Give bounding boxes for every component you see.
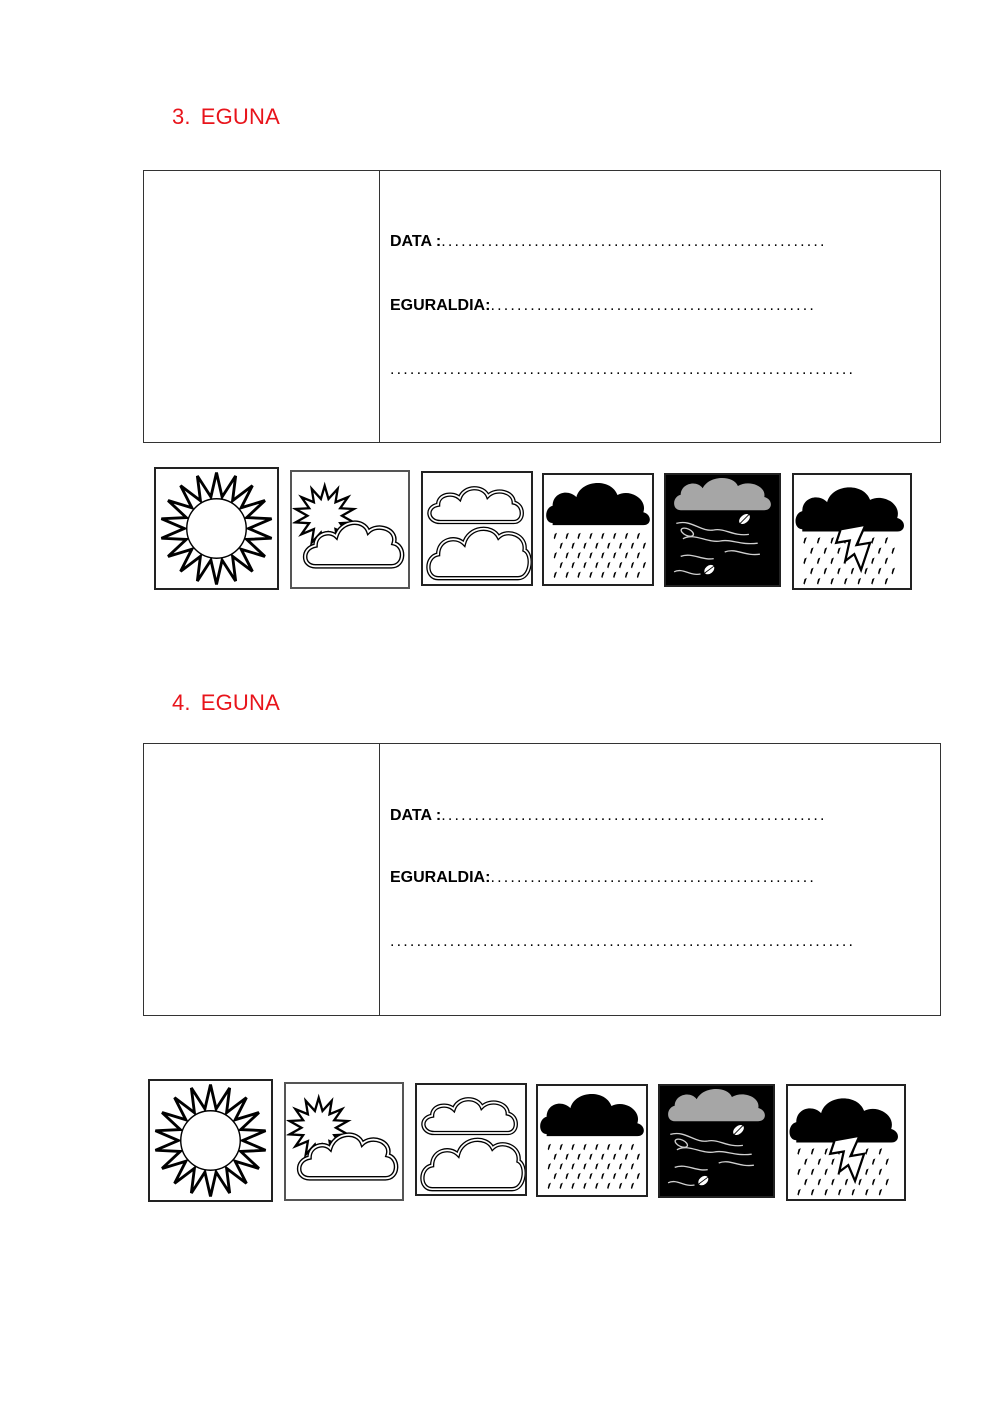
section-title xyxy=(172,690,280,716)
date-field[interactable] xyxy=(390,233,827,251)
clouds-icon[interactable] xyxy=(421,471,533,586)
sun-icon[interactable] xyxy=(148,1079,273,1202)
weather-label: EGURALDIA: xyxy=(390,297,491,314)
date-label: DATA : xyxy=(390,807,442,824)
day-box xyxy=(143,170,941,443)
storm-icon[interactable] xyxy=(792,473,912,590)
section-title-text: EGUNA xyxy=(200,690,280,715)
storm-icon[interactable] xyxy=(786,1084,906,1201)
weather-field[interactable] xyxy=(390,297,816,315)
extra-dots: ...................................................................... xyxy=(390,933,856,950)
extra-dots: ...................................................................... xyxy=(390,361,856,378)
section-title-text: EGUNA xyxy=(200,104,280,129)
wind-icon[interactable] xyxy=(658,1084,775,1198)
section-title xyxy=(172,104,280,130)
weather-field[interactable] xyxy=(390,869,816,887)
clouds-icon[interactable] xyxy=(415,1083,527,1196)
date-dots: .......................................................... xyxy=(441,807,827,824)
rain-icon[interactable] xyxy=(536,1084,648,1197)
date-dots: .......................................................... xyxy=(441,233,827,250)
date-label: DATA : xyxy=(390,233,442,250)
day-box xyxy=(143,743,941,1016)
drawing-area[interactable] xyxy=(144,744,380,1015)
partly-cloudy-icon[interactable] xyxy=(290,470,410,589)
wind-icon[interactable] xyxy=(664,473,781,587)
section-number: 3. xyxy=(172,104,191,129)
partly-cloudy-icon[interactable] xyxy=(284,1082,404,1201)
extra-field[interactable] xyxy=(390,933,855,951)
weather-label: EGURALDIA: xyxy=(390,869,491,886)
drawing-area[interactable] xyxy=(144,171,380,442)
sun-icon[interactable] xyxy=(154,467,279,590)
section-number: 4. xyxy=(172,690,191,715)
rain-icon[interactable] xyxy=(542,473,654,586)
weather-dots: ................................................. xyxy=(490,297,817,314)
weather-dots: ................................................. xyxy=(490,869,817,886)
date-field[interactable] xyxy=(390,807,827,825)
extra-field[interactable] xyxy=(390,361,855,379)
